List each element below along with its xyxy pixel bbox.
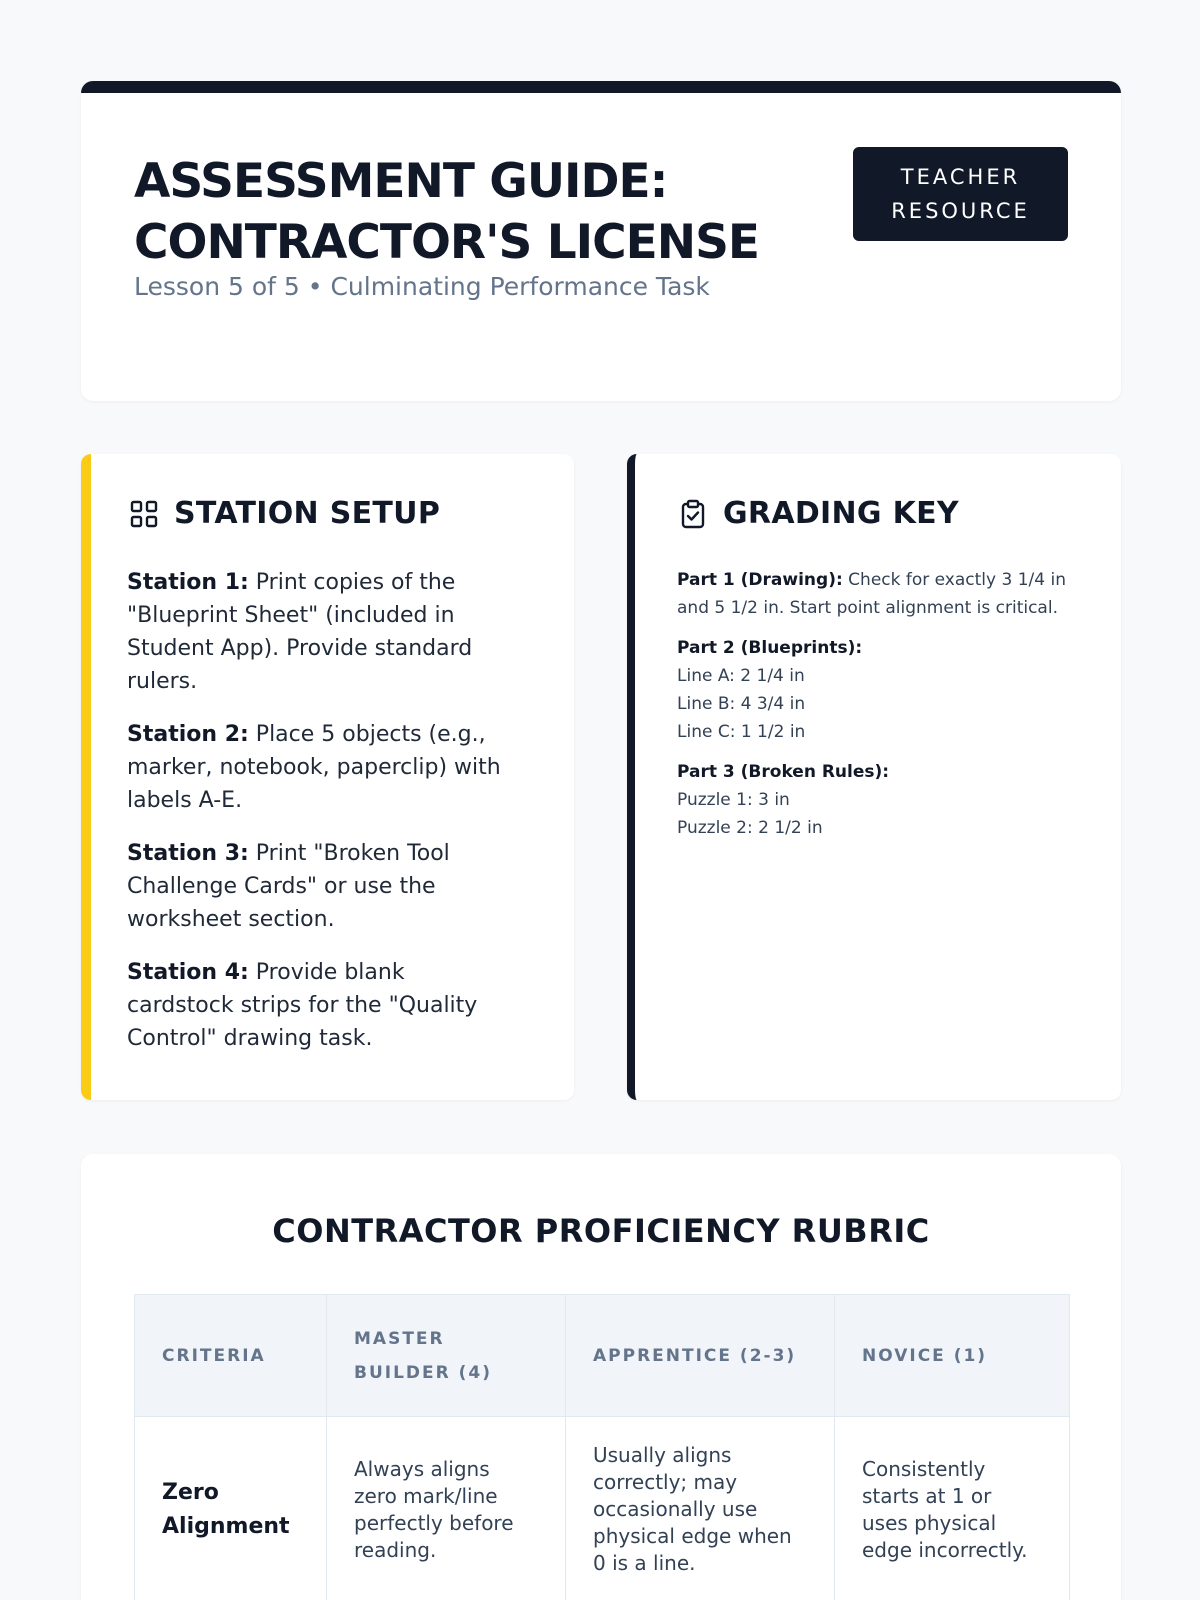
list-item	[127, 837, 517, 936]
station-text: Provide blank cardstock strips for the "Quality Control" drawing task.	[127, 960, 478, 1051]
station-list	[127, 566, 517, 1075]
list-item	[127, 566, 517, 698]
rubric-card	[81, 1154, 1121, 1600]
badge-line-1: TEACHER	[900, 165, 1021, 189]
grid-icon	[128, 498, 160, 530]
badge-line-2: RESOURCE	[891, 199, 1030, 223]
station-text: Print copies of the "Blueprint Sheet" (included in Student App). Provide standard rulers.	[127, 570, 473, 694]
rubric-title: CONTRACTOR PROFICIENCY RUBRIC	[272, 1212, 930, 1250]
grading-key-heading	[677, 496, 959, 531]
part-label: Part 1 (Drawing):	[677, 570, 843, 590]
page-title	[134, 151, 794, 273]
teacher-resource-badge	[853, 147, 1068, 241]
list-item	[127, 956, 517, 1055]
grading-list	[677, 566, 1077, 854]
part-label: Part 2 (Blueprints):	[677, 638, 863, 658]
answer-line: Line C: 1 1/2 in	[677, 722, 806, 742]
novice-cell: Consistently starts at 1 or uses physical edge incorrectly.	[835, 1417, 1070, 1600]
column-header-criteria: CRITERIA	[135, 1295, 327, 1417]
grading-part-3	[677, 758, 1077, 842]
column-header-apprentice: APPRENTICE (2-3)	[566, 1295, 835, 1417]
station-label: Station 1:	[127, 570, 249, 595]
page-subtitle: Lesson 5 of 5 • Culminating Performance Task	[134, 272, 710, 301]
title-line-2: CONTRACTOR'S LICENSE	[134, 215, 760, 270]
answer-line: Puzzle 2: 2 1/2 in	[677, 818, 823, 838]
rubric-table	[134, 1294, 1070, 1600]
apprentice-cell: Usually aligns correctly; may occasionally use physical edge when 0 is a line.	[566, 1417, 835, 1600]
column-header-novice: NOVICE (1)	[835, 1295, 1070, 1417]
table-row	[135, 1417, 1070, 1600]
part-text: Check for exactly 3 1/4 in and 5 1/2 in. Start point alignment is critical.	[677, 570, 1066, 618]
grading-key-heading-label: GRADING KEY	[723, 496, 959, 531]
list-item	[127, 718, 517, 817]
station-setup-card	[81, 454, 574, 1100]
title-line-1: ASSESSMENT GUIDE:	[134, 154, 668, 209]
table-header-row	[135, 1295, 1070, 1417]
station-label: Station 2:	[127, 722, 249, 747]
station-label: Station 4:	[127, 960, 249, 985]
answer-line: Puzzle 1: 3 in	[677, 790, 790, 810]
grading-part-2	[677, 634, 1077, 746]
station-setup-heading-label: STATION SETUP	[174, 496, 441, 531]
station-label: Station 3:	[127, 841, 249, 866]
station-text: Place 5 objects (e.g., marker, notebook, paperclip) with labels A-E.	[127, 722, 501, 813]
header-card	[81, 81, 1121, 401]
answer-line: Line A: 2 1/4 in	[677, 666, 805, 686]
station-setup-heading	[128, 496, 440, 531]
station-text: Print "Broken Tool Challenge Cards" or use the worksheet section.	[127, 841, 450, 932]
part-label: Part 3 (Broken Rules):	[677, 762, 890, 782]
grading-part-1	[677, 566, 1077, 622]
column-header-master-builder: MASTER BUILDER (4)	[327, 1295, 566, 1417]
answer-line: Line B: 4 3/4 in	[677, 694, 806, 714]
master-builder-cell: Always aligns zero mark/line perfectly before reading.	[327, 1417, 566, 1600]
criteria-cell: Zero Alignment	[135, 1417, 327, 1600]
clipboard-check-icon	[677, 498, 709, 530]
grading-key-card	[627, 454, 1121, 1100]
